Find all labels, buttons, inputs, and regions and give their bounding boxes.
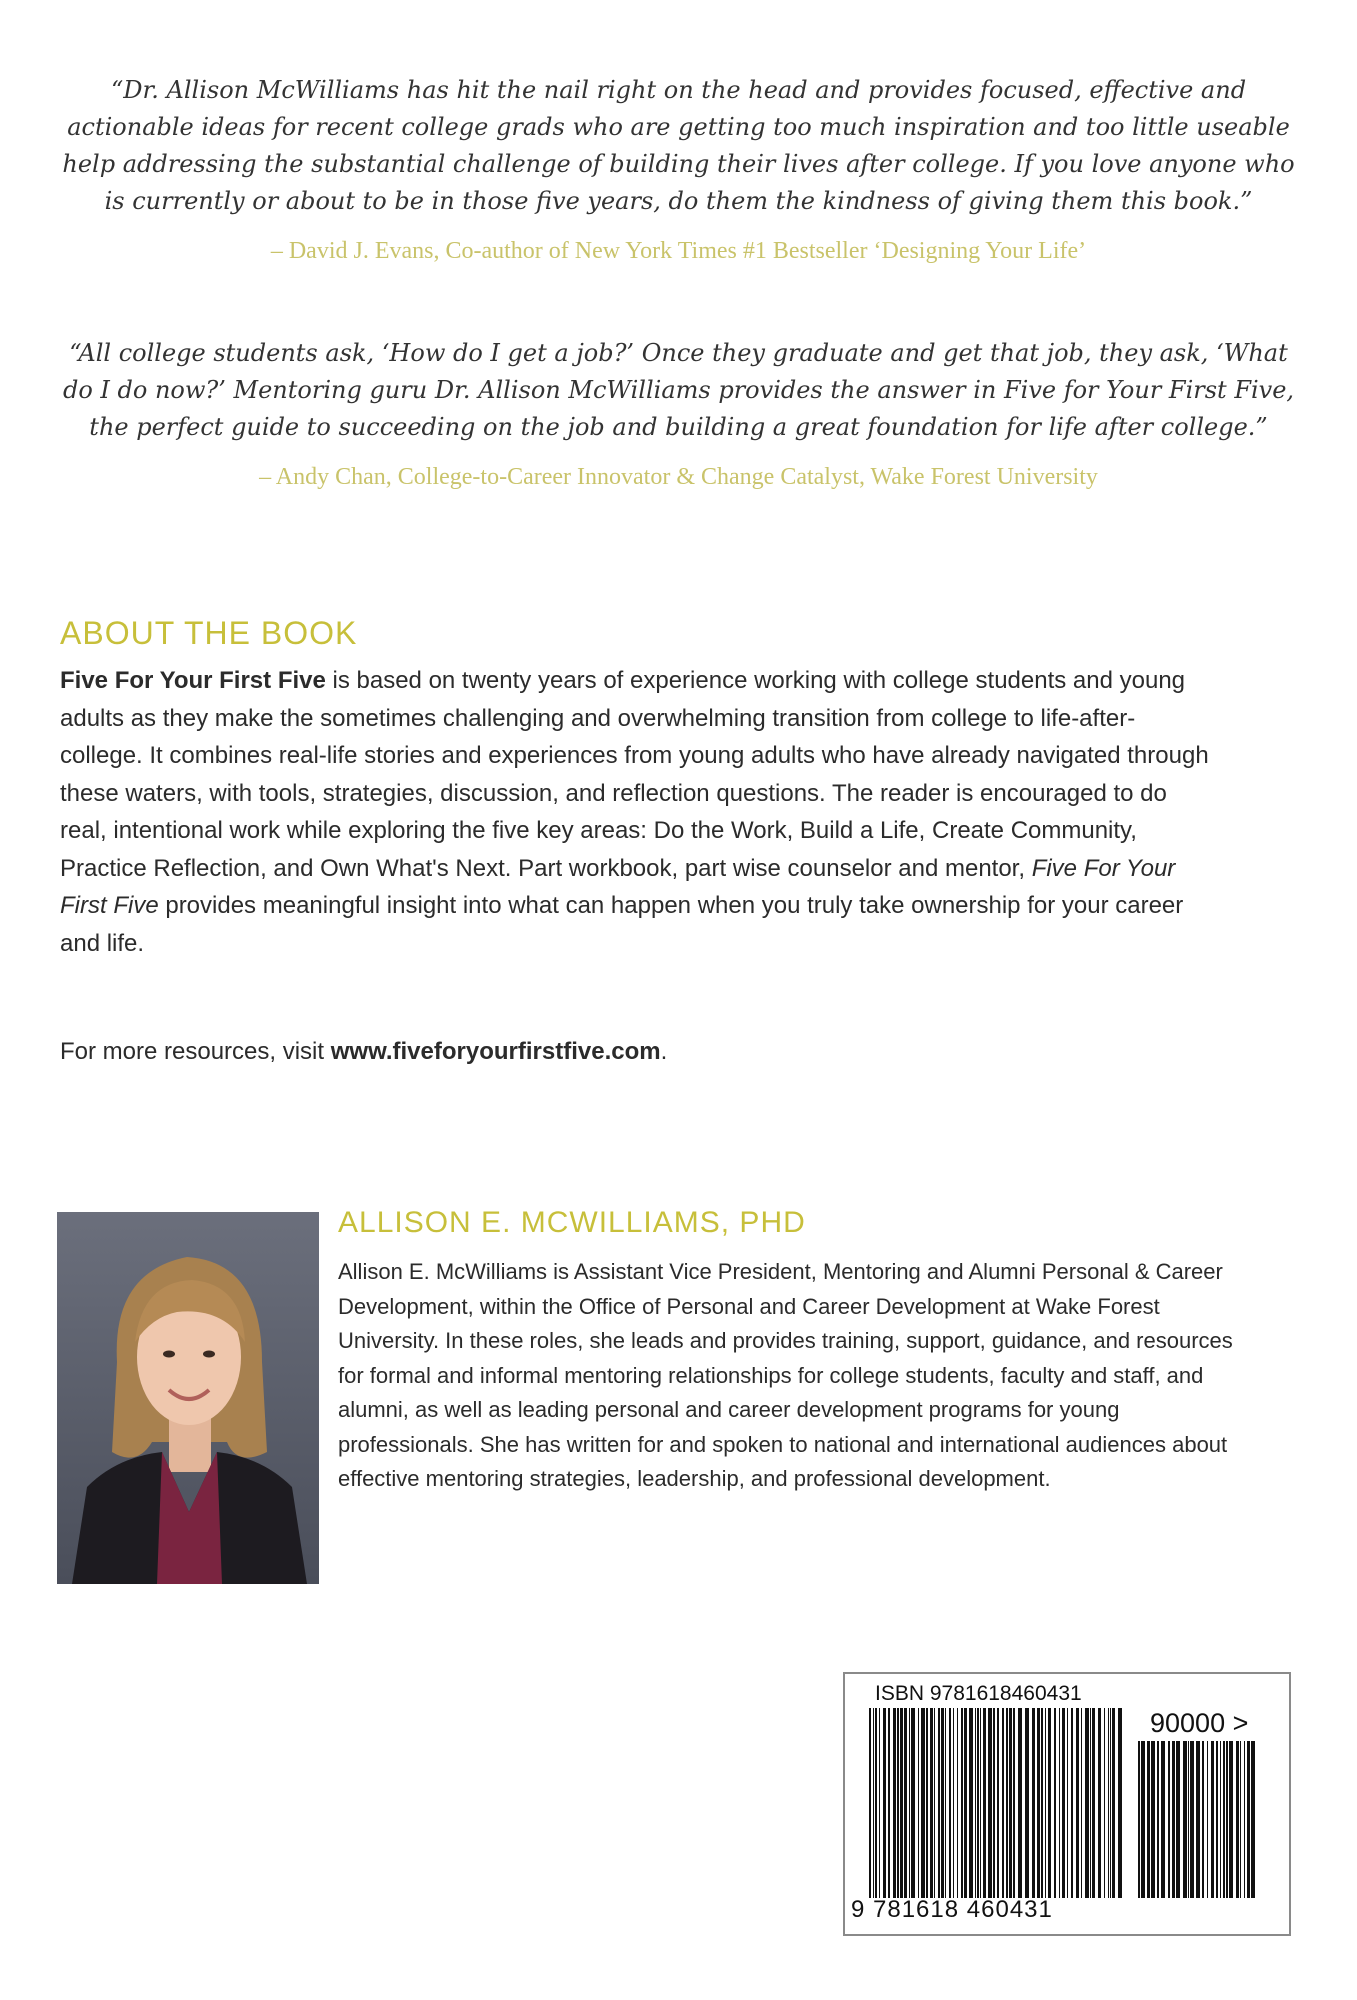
isbn-label: ISBN 9781618460431 [875,1682,1082,1705]
barcode-bar [875,1708,877,1898]
barcode-bar [1190,1741,1194,1898]
barcode-bar [1108,1708,1109,1898]
barcode-bar [1240,1741,1241,1898]
barcode-bar [1138,1741,1140,1898]
barcode-bar [1104,1708,1105,1898]
resources-suffix: . [660,1038,668,1065]
endorsement-quote-1 [60,72,1297,265]
barcode-bar [1054,1708,1056,1898]
barcode-bar [1085,1708,1089,1898]
barcode-bar [1226,1741,1228,1898]
barcode-bar [1118,1708,1122,1898]
barcode-bar [1071,1708,1073,1898]
barcode-bar [879,1708,880,1898]
author-portrait-image [57,1212,319,1584]
barcode-bar [1216,1741,1218,1898]
quote-attribution: – David J. Evans, Co-author of New York Times #1 Bestseller ‘Designing Your Life’ [270,238,1087,264]
barcode-bar [993,1708,995,1898]
resources-prefix: For more resources, visit [60,1038,331,1065]
barcode-bars [869,1708,1125,1898]
barcode-bar [911,1708,915,1898]
isbn-digits: 9 781618 460431 [851,1896,1053,1923]
barcode-bar [1081,1708,1082,1898]
barcode-bar [1092,1708,1095,1898]
about-text-part2: provides meaningful insight into what can happen when you truly take ownership for your career and life. [60,892,1184,957]
barcode-bar [918,1708,919,1898]
book-title-italic: Five For Your First Five [60,854,1176,919]
barcode-bar [1151,1741,1155,1898]
barcode-bar [869,1708,871,1898]
author-name: ALLISON E. MCWILLIAMS, PHD [338,1206,806,1239]
barcode-bar [997,1708,999,1898]
barcode-bar [893,1708,896,1898]
barcode-bar [1002,1708,1004,1898]
barcode-bar [980,1708,981,1898]
about-body [60,662,1210,962]
barcode-bar [1211,1741,1214,1898]
barcode-bar [938,1708,940,1898]
quote-attribution: – Andy Chan, College-to-Career Innovator & Change Catalyst, Wake Forest University [259,464,1098,490]
barcode-bar [1183,1741,1187,1898]
barcode-bar [1223,1741,1225,1898]
barcode-bar [1168,1741,1170,1898]
barcode-bar [1090,1708,1091,1898]
isbn-barcode [843,1672,1291,1936]
about-text-part1: is based on twenty years of experience working with college students and young adults as they make the sometimes challenging and overwhelming transition from college to life-after-college. It combines real-life stories and experiences from young adults who have already navigated through these waters, with tools, strategies, discussion, and reflection questions. The reader is encouraged to do real, intentional work while exploring the five key areas: Do the Work, Build a Life, Create Community, Practice Reflection, and Own What's Next. Part workbook, part wise counselor and mentor, [60,667,1209,882]
barcode-bar [930,1708,933,1898]
barcode-bar [1009,1708,1012,1898]
barcode-bar [900,1708,903,1898]
quote-text: “All college students ask, ‘How do I get a job?’ Once they graduate and get that job, they ask, ‘What do I do now?’ Mentoring guru Dr. Allison McWilliams provides the answer in Five for Your First Five, the perfect guide to succeeding on the job and building a great foundation for life after college.” [62,339,1295,441]
barcode-bar [1207,1741,1208,1898]
addon-barcode-bars [1138,1741,1258,1898]
barcode-bar [1202,1741,1204,1898]
barcode-bar [1037,1708,1040,1898]
barcode-bar [964,1708,967,1898]
barcode-bar [1076,1708,1079,1898]
barcode-bar [949,1708,951,1898]
barcode-bar [1041,1708,1043,1898]
book-title-bold: Five For Your First Five [60,667,326,694]
barcode-bar [1229,1741,1233,1898]
price-code: 90000 > [1150,1708,1249,1738]
barcode-bar [1176,1741,1180,1898]
barcode-bar [909,1708,910,1898]
barcode-bar [1112,1708,1115,1898]
barcode-bar [1032,1708,1035,1898]
barcode-bar [1062,1708,1065,1898]
barcode-bar [988,1708,992,1898]
barcode-bar [1098,1708,1101,1898]
barcode-bar [1013,1708,1015,1898]
barcode-bar [1006,1708,1008,1898]
resources-url: www.fiveforyourfirstfive.com [330,1038,661,1065]
barcode-bar [1045,1708,1046,1898]
barcode-bar [1110,1708,1111,1898]
barcode-bar [1147,1741,1150,1898]
barcode-bar [961,1708,963,1898]
barcode-bar [1059,1708,1060,1898]
barcode-bar [983,1708,986,1898]
barcode-bar [1220,1741,1221,1898]
author-photo [57,1212,319,1584]
barcode-bar [934,1708,935,1898]
barcode-bar [888,1708,890,1898]
barcode-bar [1188,1741,1189,1898]
barcode-bar [941,1708,944,1898]
quote-text: “Dr. Allison McWilliams has hit the nail right on the head and provides focused, effective and actionable ideas for recent college grads who are getting too much inspiration and too little useable help addressing the substantial challenge of building their lives after college. If you love anyone who is currently or about to be in those five years, do them the kindness of giving them this book.” [62,76,1295,215]
barcode-bar [1161,1741,1165,1898]
barcode-bar [1196,1741,1200,1898]
barcode-bar [926,1708,928,1898]
barcode-bar [883,1708,886,1898]
barcode-bar [1247,1741,1250,1898]
barcode-bar [975,1708,976,1898]
barcode-bar [1141,1741,1145,1898]
barcode-bar [945,1708,946,1898]
barcode-bar [957,1708,958,1898]
barcode-bar [1244,1741,1245,1898]
barcode-bar [1025,1708,1029,1898]
barcode-bar [977,1708,979,1898]
about-heading: ABOUT THE BOOK [60,615,358,651]
barcode-bar [1172,1741,1175,1898]
author-bio: Allison E. McWilliams is Assistant Vice President, Mentoring and Alumni Personal & Career Development, within the Office of Personal and Career Development at Wake Forest University. In these roles, she leads and provides training, support, guidance, and resources for formal and informal mentoring relationships for college students, faculty and staff, and alumni, as well as leading personal and career development programs for young professionals. She has written for and spoken to national and international audiences about effective mentoring strategies, leadership, and professional development. [338,1259,1233,1491]
endorsement-quote-2 [60,335,1297,491]
barcode-bar [1048,1708,1051,1898]
barcode-bar [1018,1708,1022,1898]
barcode-bar [969,1708,973,1898]
barcode-bar [873,1708,874,1898]
barcode-bar [1251,1741,1255,1898]
barcode-bar [953,1708,954,1898]
barcode-bar [1157,1741,1159,1898]
barcode-bar [897,1708,899,1898]
barcode-bar [1067,1708,1068,1898]
barcode-bar [921,1708,925,1898]
barcode-bar [904,1708,907,1898]
barcode-bar [1236,1741,1239,1898]
resources-line [60,1033,1210,1070]
